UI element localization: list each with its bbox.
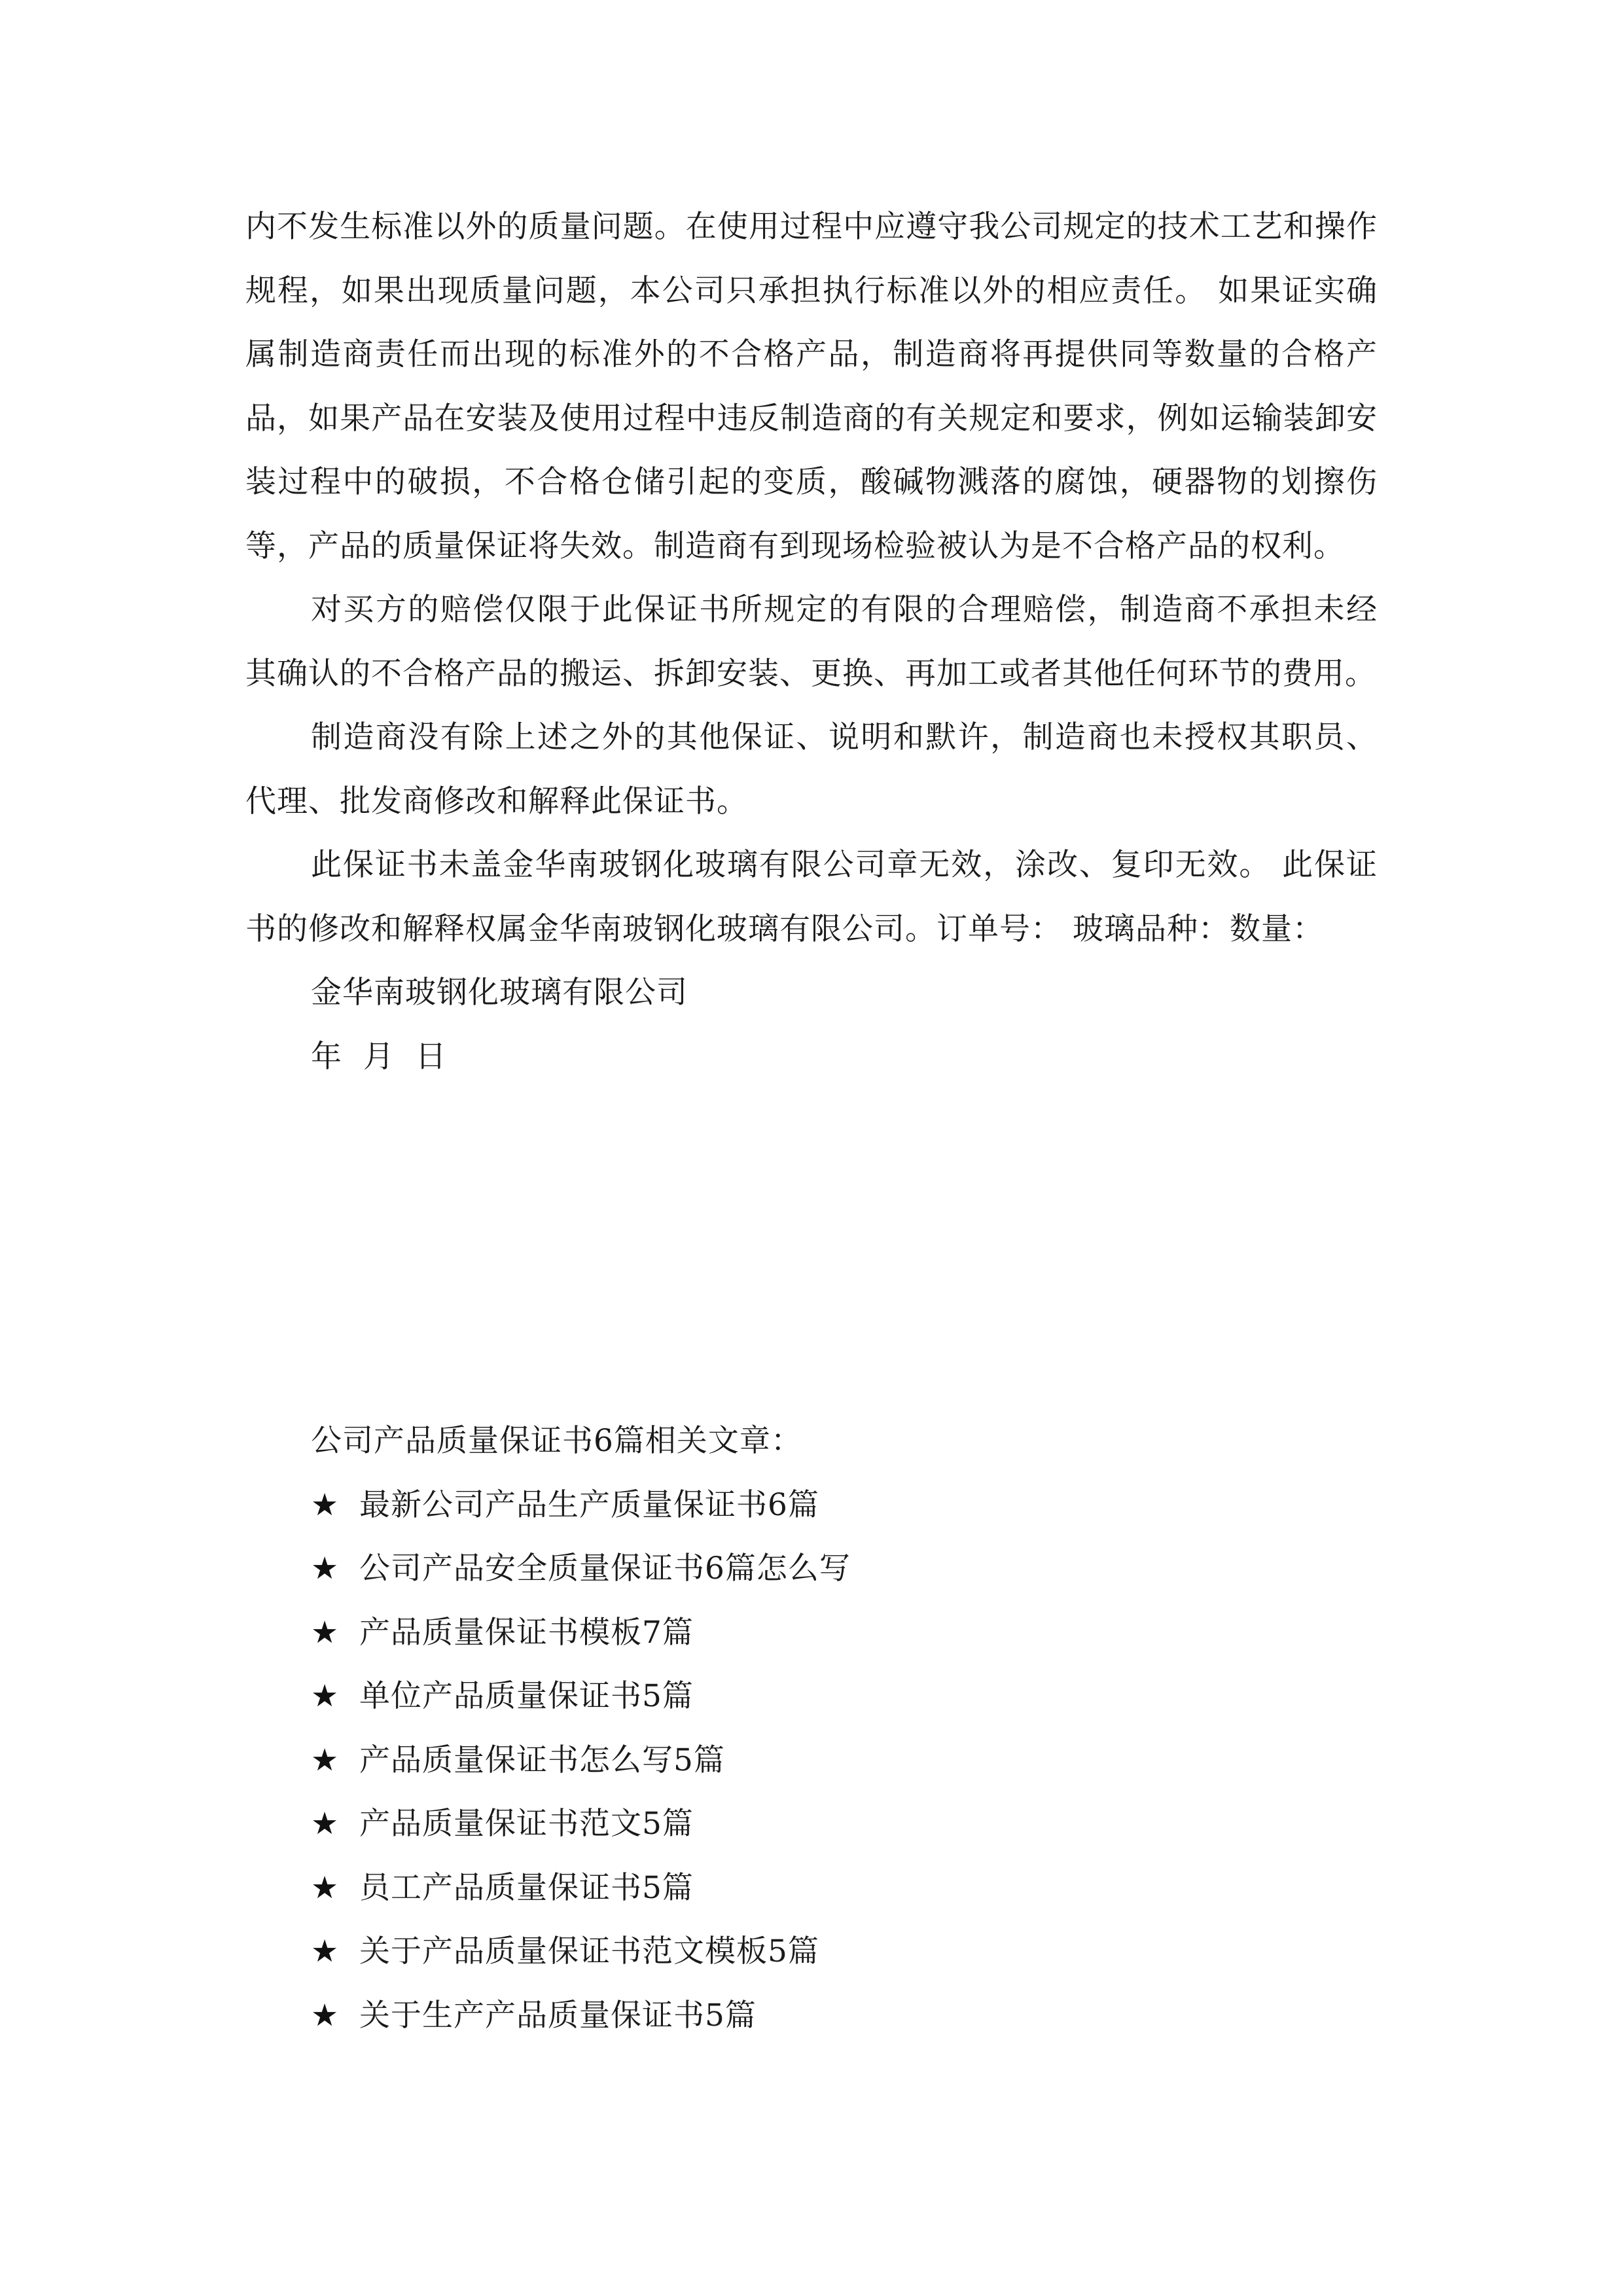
- related-article-link[interactable]: [311, 1920, 1358, 1984]
- related-article-link[interactable]: [311, 1856, 1358, 1920]
- signature-date: 年 月 日: [311, 1038, 447, 1075]
- related-article-title[interactable]: 关于生产产品质量保证书5篇: [359, 1997, 757, 2034]
- related-article-link[interactable]: [311, 1473, 1358, 1537]
- paragraph-no-other-warranty: 制造商没有除上述之外的其他保证、说明和默许，制造商也未授权其职员、代理、批发商修改和解释此保证书。: [245, 719, 1378, 819]
- related-article-link[interactable]: [311, 1537, 1358, 1601]
- related-article-title[interactable]: 员工产品质量保证书5篇: [359, 1869, 694, 1906]
- star-icon: ★: [311, 1551, 340, 1587]
- related-articles: [311, 1409, 1358, 2047]
- star-icon: ★: [311, 1614, 340, 1651]
- star-icon: ★: [311, 1486, 340, 1523]
- star-icon: ★: [311, 1742, 340, 1778]
- paragraph-warranty-terms: 内不发生标准以外的质量问题。在使用过程中应遵守我公司规定的技术工艺和操作规程，如果出现质量问题，本公司只承担执行标准以外的相应责任。 如果证实确属制造商责任而出现的标准外的不合格产品，制造商将再提供同等数量的合格产品，如果产品在安装及使用过程中违反制造商的有关规定和要求，例如运输装卸安装过程中的破损，不合格仓储引起的变质，酸碱物溅落的腐蚀，硬器物的划擦伤等，产品的质量保证将失效。制造商有到现场检验被认为是不合格产品的权利。: [245, 209, 1378, 564]
- related-article-link[interactable]: [311, 1792, 1358, 1856]
- star-icon: ★: [311, 1997, 340, 2034]
- related-article-title[interactable]: 产品质量保证书怎么写5篇: [359, 1742, 725, 1778]
- related-articles-title: 公司产品质量保证书6篇相关文章：: [311, 1423, 802, 1459]
- document-body: [245, 195, 1378, 1088]
- related-article-title[interactable]: 关于产品质量保证书范文模板5篇: [359, 1933, 819, 1969]
- related-article-link[interactable]: [311, 1729, 1358, 1793]
- paragraph-validity: 此保证书未盖金华南玻钢化玻璃有限公司章无效，涂改、复印无效。 此保证书的修改和解释权属金华南玻钢化玻璃有限公司。订单号： 玻璃品种：数量：: [245, 847, 1378, 947]
- related-article-title[interactable]: 公司产品安全质量保证书6篇怎么写: [359, 1551, 851, 1587]
- related-article-title[interactable]: 产品质量保证书范文5篇: [359, 1806, 694, 1842]
- related-article-link[interactable]: [311, 1601, 1358, 1665]
- signature-company: 金华南玻钢化玻璃有限公司: [311, 975, 688, 1011]
- star-icon: ★: [311, 1678, 340, 1714]
- related-article-link[interactable]: [311, 1664, 1358, 1729]
- paragraph-compensation: 对买方的赔偿仅限于此保证书所规定的有限的合理赔偿，制造商不承担未经其确认的不合格产品的搬运、拆卸安装、更换、再加工或者其他任何环节的费用。: [245, 592, 1378, 692]
- star-icon: ★: [311, 1806, 340, 1842]
- related-article-title[interactable]: 单位产品质量保证书5篇: [359, 1678, 694, 1714]
- related-article-link[interactable]: [311, 1984, 1358, 2048]
- related-article-title[interactable]: 最新公司产品生产质量保证书6篇: [359, 1486, 819, 1523]
- related-article-title[interactable]: 产品质量保证书模板7篇: [359, 1614, 694, 1651]
- related-articles-list: [311, 1473, 1358, 2048]
- star-icon: ★: [311, 1933, 340, 1969]
- star-icon: ★: [311, 1869, 340, 1906]
